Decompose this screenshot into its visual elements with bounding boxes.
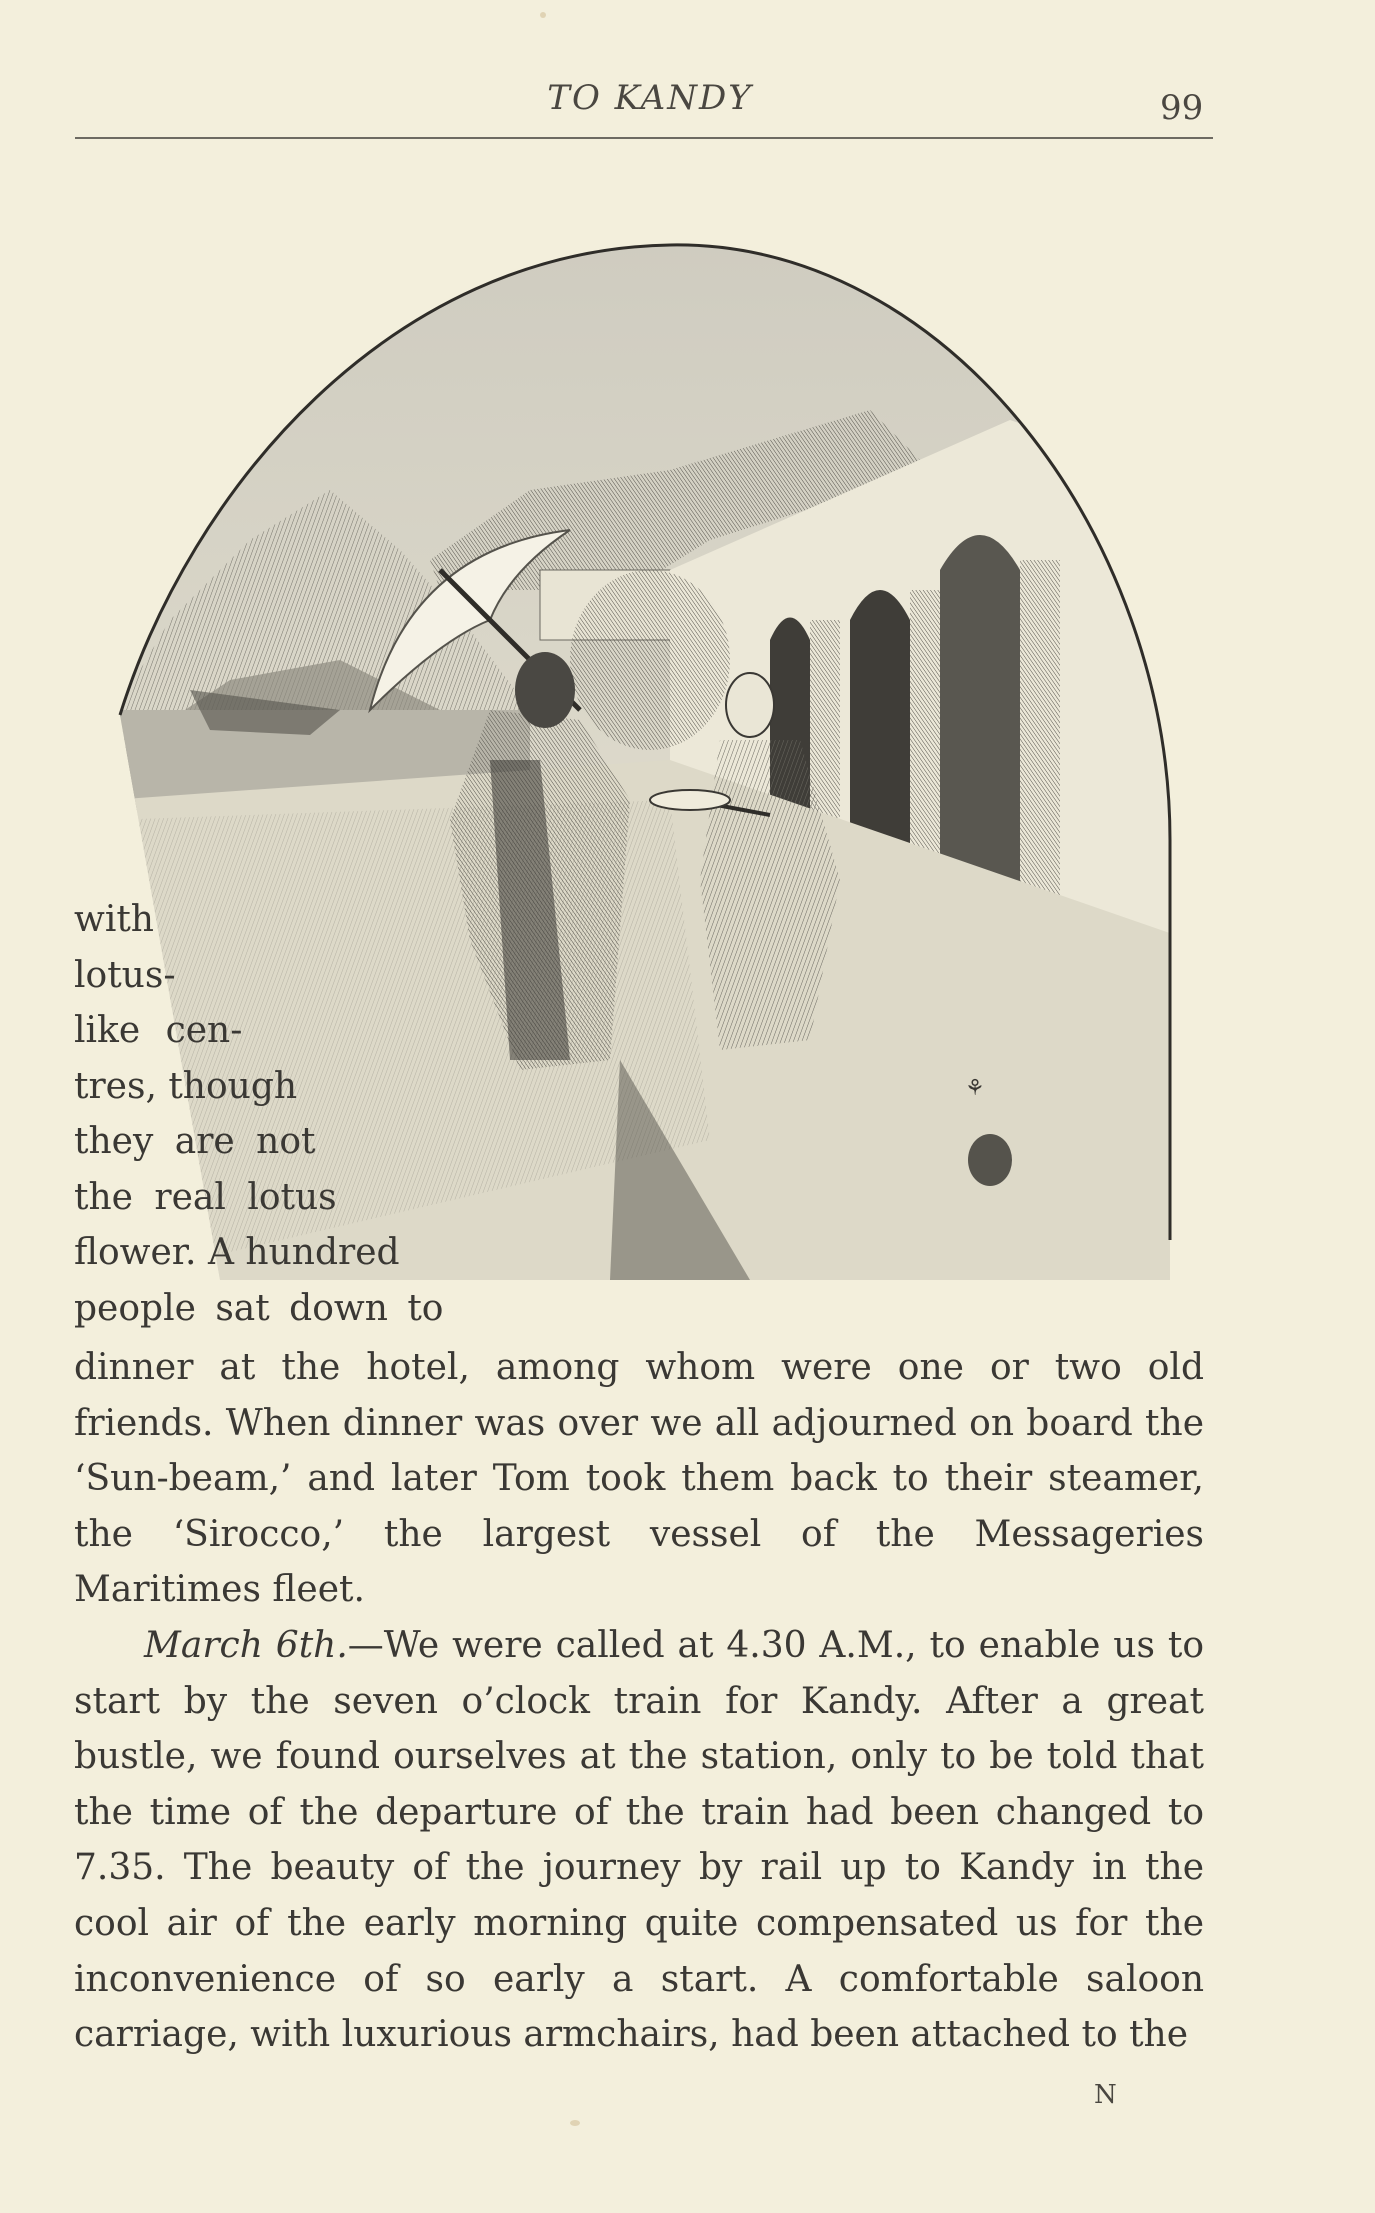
wrapped-line: like cen- (74, 1010, 243, 1051)
paragraph: dinner at the hotel, among whom were one or two old friends. When dinner was over we all adjourned on board the ‘Sun-beam,’ and later Tom took them back to their steamer, the ‘Sirocco,’ the largest vessel of the Messageries Maritimes fleet. (74, 1347, 1204, 1611)
header-rule (75, 137, 1213, 139)
page-number: 99 (1160, 88, 1204, 128)
wrapped-line: with (74, 899, 154, 940)
paper-smudge (540, 12, 546, 18)
running-head: TO KANDY (547, 78, 753, 118)
wrapped-line: they are not (74, 1121, 316, 1162)
paper-smudge (570, 2120, 580, 2126)
wrapped-line: flower. A hundred (74, 1232, 400, 1273)
date-heading: March 6th. (144, 1625, 348, 1666)
paragraph-text: —We were called at 4.30 A.M., to enable us to start by the seven o’clock train for Kandy. After a great bustle, we found ourselves at the station, only to be told that the time of the departure of the train had been changed to 7.35. The beauty of the journey by rail up to Kandy in the cool air of the early morning quite compensated us for the inconvenience of so early a start. A comfortable saloon carriage, with luxurious armchairs, had been attached to the (74, 1625, 1205, 2056)
signature-mark: N (1094, 2080, 1117, 2110)
wrapped-line: lotus- (74, 955, 176, 996)
svg-text:⚘: ⚘ (965, 1076, 985, 1101)
wrapped-line: people sat down to (74, 1288, 444, 1329)
paragraph (74, 1618, 1204, 2063)
wrapped-line: tres, though (74, 1066, 298, 1107)
wrapped-line: the real lotus (74, 1177, 337, 1218)
